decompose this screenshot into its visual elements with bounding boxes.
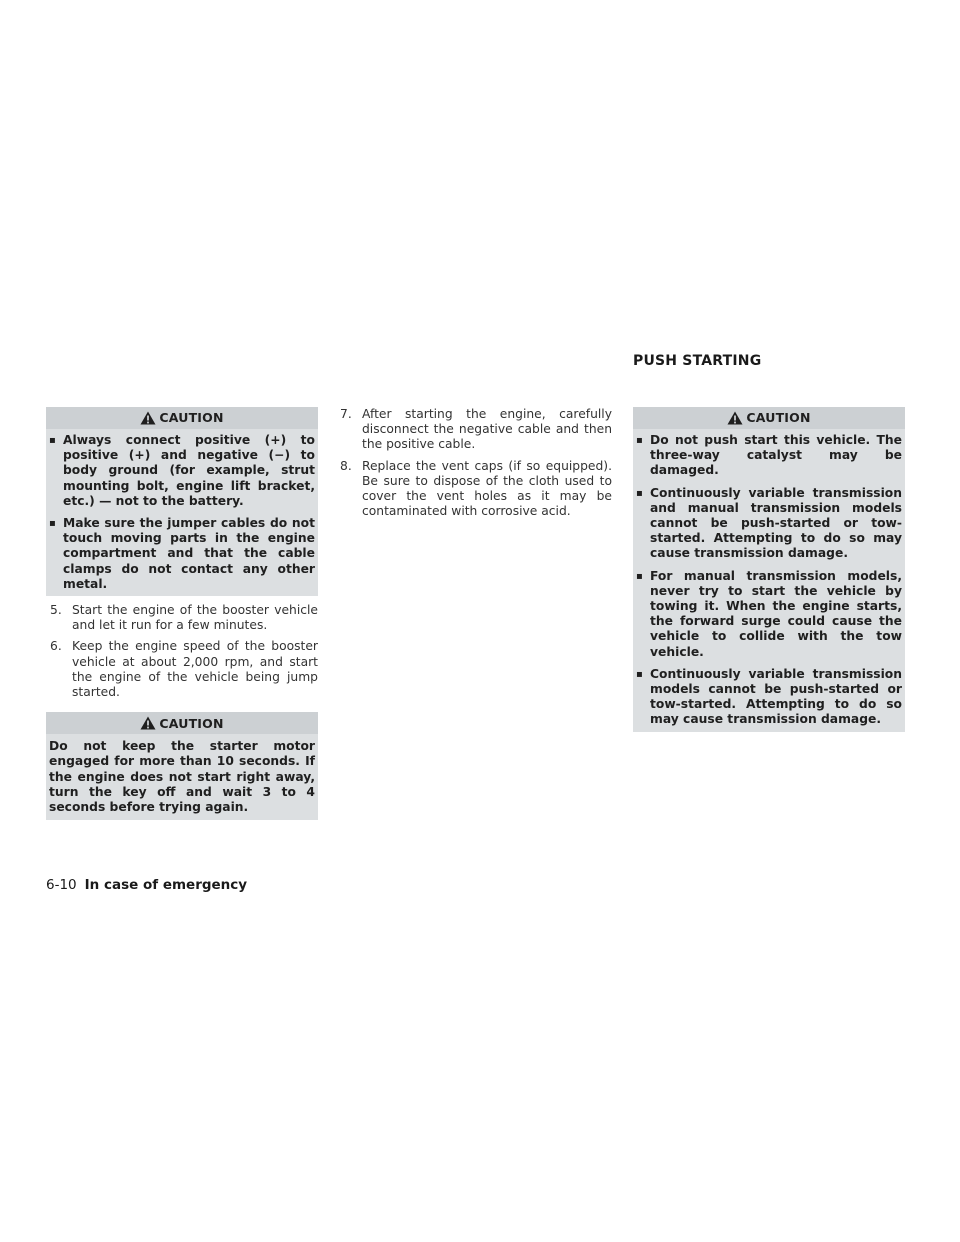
caution-bullet: ▪ Make sure the jumper cables do not touch moving parts in the engine compartment and that the cable clamps do not contact any other metal. <box>49 516 315 592</box>
step-item <box>50 639 318 700</box>
step-text: Keep the engine speed of the booster vehicle at about 2,000 rpm, and start the engine of the vehicle being jump started. <box>72 639 318 700</box>
caution-label: CAUTION <box>159 410 224 426</box>
caution-header <box>46 712 318 734</box>
caution-bullet: ▪ Continuously variable transmission models cannot be push-started or tow-started. Attempting to do so may cause transmission damage. <box>636 667 902 728</box>
caution-bullet: ▪ Always connect positive (+) to positive (+) and negative (−) to body ground (for example, strut mounting bolt, engine lift bracket, etc.) — not to the battery. <box>49 433 315 509</box>
warning-icon <box>727 411 743 425</box>
caution-header <box>633 407 905 429</box>
left-column <box>46 407 318 820</box>
step-number: 7. <box>340 407 352 421</box>
caution-box-push-starting <box>633 407 905 732</box>
step-item <box>340 407 612 453</box>
caution-label: CAUTION <box>746 410 811 426</box>
right-column <box>633 407 905 732</box>
caution-box-starter-motor <box>46 712 318 820</box>
caution-bullet: ▪ Continuously variable transmission and manual transmission models cannot be push-started or tow-started. Attempting to do so may cause transmission damage. <box>636 486 902 562</box>
warning-icon <box>140 411 156 425</box>
step-text: Replace the vent caps (if so equipped). Be sure to dispose of the cloth used to cover the vent holes as it may be contaminated with corrosive acid. <box>362 458 612 519</box>
caution-header <box>46 407 318 429</box>
caution-box-jumper-cables <box>46 407 318 596</box>
page-footer <box>46 877 247 893</box>
step-number: 6. <box>50 639 62 654</box>
section-title: PUSH STARTING <box>633 353 762 369</box>
step-number: 8. <box>340 458 352 473</box>
step-number: 5. <box>50 603 62 618</box>
caution-bullet: ▪ Do not push start this vehicle. The three-way catalyst may be damaged. <box>636 433 902 479</box>
caution-bullet: ▪ For manual transmission models, never try to start the vehicle by towing it. When the engine starts, the forward surge could cause the vehicle to collide with the tow vehicle. <box>636 569 902 660</box>
caution-label: CAUTION <box>159 715 224 731</box>
step-item <box>50 603 318 633</box>
step-text: Start the engine of the booster vehicle and let it run for a few minutes. <box>72 603 318 633</box>
page-number: 6-10 <box>46 877 77 893</box>
chapter-title: In case of emergency <box>84 877 248 893</box>
step-text: After starting the engine, carefully disconnect the negative cable and then the positive cable. <box>362 407 612 452</box>
step-item <box>340 459 612 520</box>
caution-text: Do not keep the starter motor engaged for more than 10 seconds. If the engine does not start right away, turn the key off and wait 3 to 4 seconds before trying again. <box>49 739 315 815</box>
middle-column <box>340 407 612 525</box>
warning-icon <box>140 716 156 730</box>
